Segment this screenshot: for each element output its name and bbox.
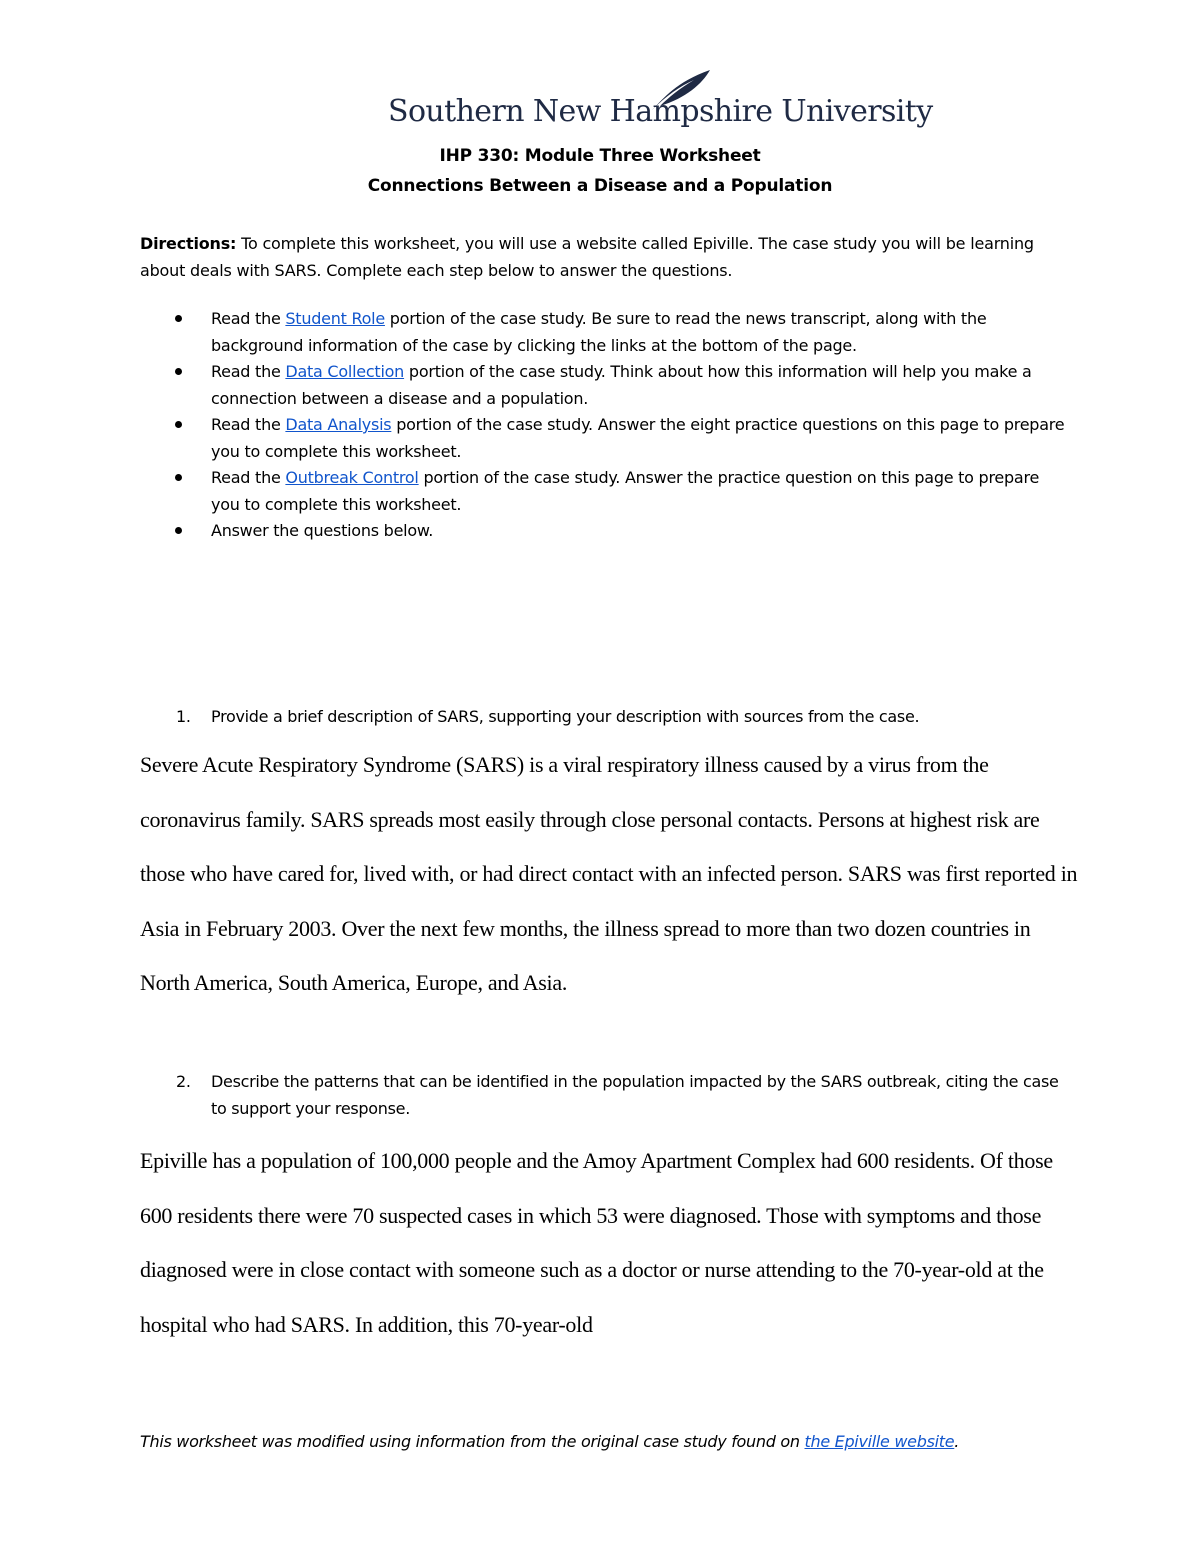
epiville-website-link[interactable]: the Epiville website bbox=[804, 1432, 955, 1451]
student-role-link[interactable]: Student Role bbox=[285, 309, 385, 328]
outbreak-control-link[interactable]: Outbreak Control bbox=[285, 468, 419, 487]
bullet-icon bbox=[175, 368, 182, 375]
question-text: Describe the patterns that can be identified in the population impacted by the SARS outbreak, citing the case to support your response. bbox=[211, 1072, 1059, 1118]
question-2 bbox=[176, 1068, 1076, 1122]
answer-2: Epiville has a population of 100,000 people and the Amoy Apartment Complex had 600 residents. Of those 600 residents there were 70 suspected cases in which 53 were diagnosed. Those with symptoms and those diagnosed were in close contact with someone such as a doctor or nurse attending to the 70-year-old at the hospital who had SARS. In addition, this 70-year-old bbox=[140, 1148, 1053, 1337]
footer-note: This worksheet was modified using information from the original case study found on the Epiville website. bbox=[140, 1432, 960, 1451]
question-1 bbox=[176, 703, 1076, 730]
directions-paragraph bbox=[140, 230, 1070, 284]
directions-label: Directions: bbox=[140, 234, 237, 253]
list-item: Read the Student Role portion of the case study. Be sure to read the news transcript, along with the background information of the case by clicking the links at the bottom of the page. bbox=[140, 306, 1070, 359]
footer-text: This worksheet was modified using information from the original case study found on bbox=[140, 1432, 805, 1451]
page-title: IHP 330: Module Three Worksheet bbox=[439, 146, 761, 166]
question-number: 2. bbox=[176, 1072, 191, 1091]
steps-list bbox=[140, 306, 1070, 545]
page-subtitle: Connections Between a Disease and a Population bbox=[367, 176, 833, 196]
list-item: Read the Data Collection portion of the case study. Think about how this information will help you make a connection between a disease and a population. bbox=[140, 359, 1070, 412]
question-text: Provide a brief description of SARS, supporting your description with sources from the case. bbox=[211, 707, 920, 726]
bullet-icon bbox=[175, 527, 182, 534]
list-item: Answer the questions below. bbox=[140, 518, 1070, 545]
list-item: Read the Data Analysis portion of the case study. Answer the eight practice questions on this page to prepare you to complete this worksheet. bbox=[140, 412, 1070, 465]
bullet-icon bbox=[175, 315, 182, 322]
bullet-icon bbox=[175, 421, 182, 428]
data-collection-link[interactable]: Data Collection bbox=[285, 362, 405, 381]
university-logo bbox=[388, 68, 933, 138]
list-item: Read the Outbreak Control portion of the case study. Answer the practice question on this page to prepare you to complete this worksheet. bbox=[140, 465, 1070, 518]
directions-text: To complete this worksheet, you will use a website called Epiville. The case study you will be learning about deals with SARS. Complete each step below to answer the questions. bbox=[140, 234, 1034, 280]
bullet-icon bbox=[175, 474, 182, 481]
logo-text: Southern New Hampshire University bbox=[388, 94, 933, 129]
answer-1: Severe Acute Respiratory Syndrome (SARS) is a viral respiratory illness caused by a virus from the coronavirus family. SARS spreads most easily through close personal contacts. Persons at highest risk are those who have cared for, lived with, or had direct contact with an infected person. SARS was first reported in Asia in February 2003. Over the next few months, the illness spread to more than two dozen countries in North America, South America, Europe, and Asia. bbox=[140, 752, 1078, 995]
data-analysis-link[interactable]: Data Analysis bbox=[285, 415, 392, 434]
question-number: 1. bbox=[176, 707, 191, 726]
